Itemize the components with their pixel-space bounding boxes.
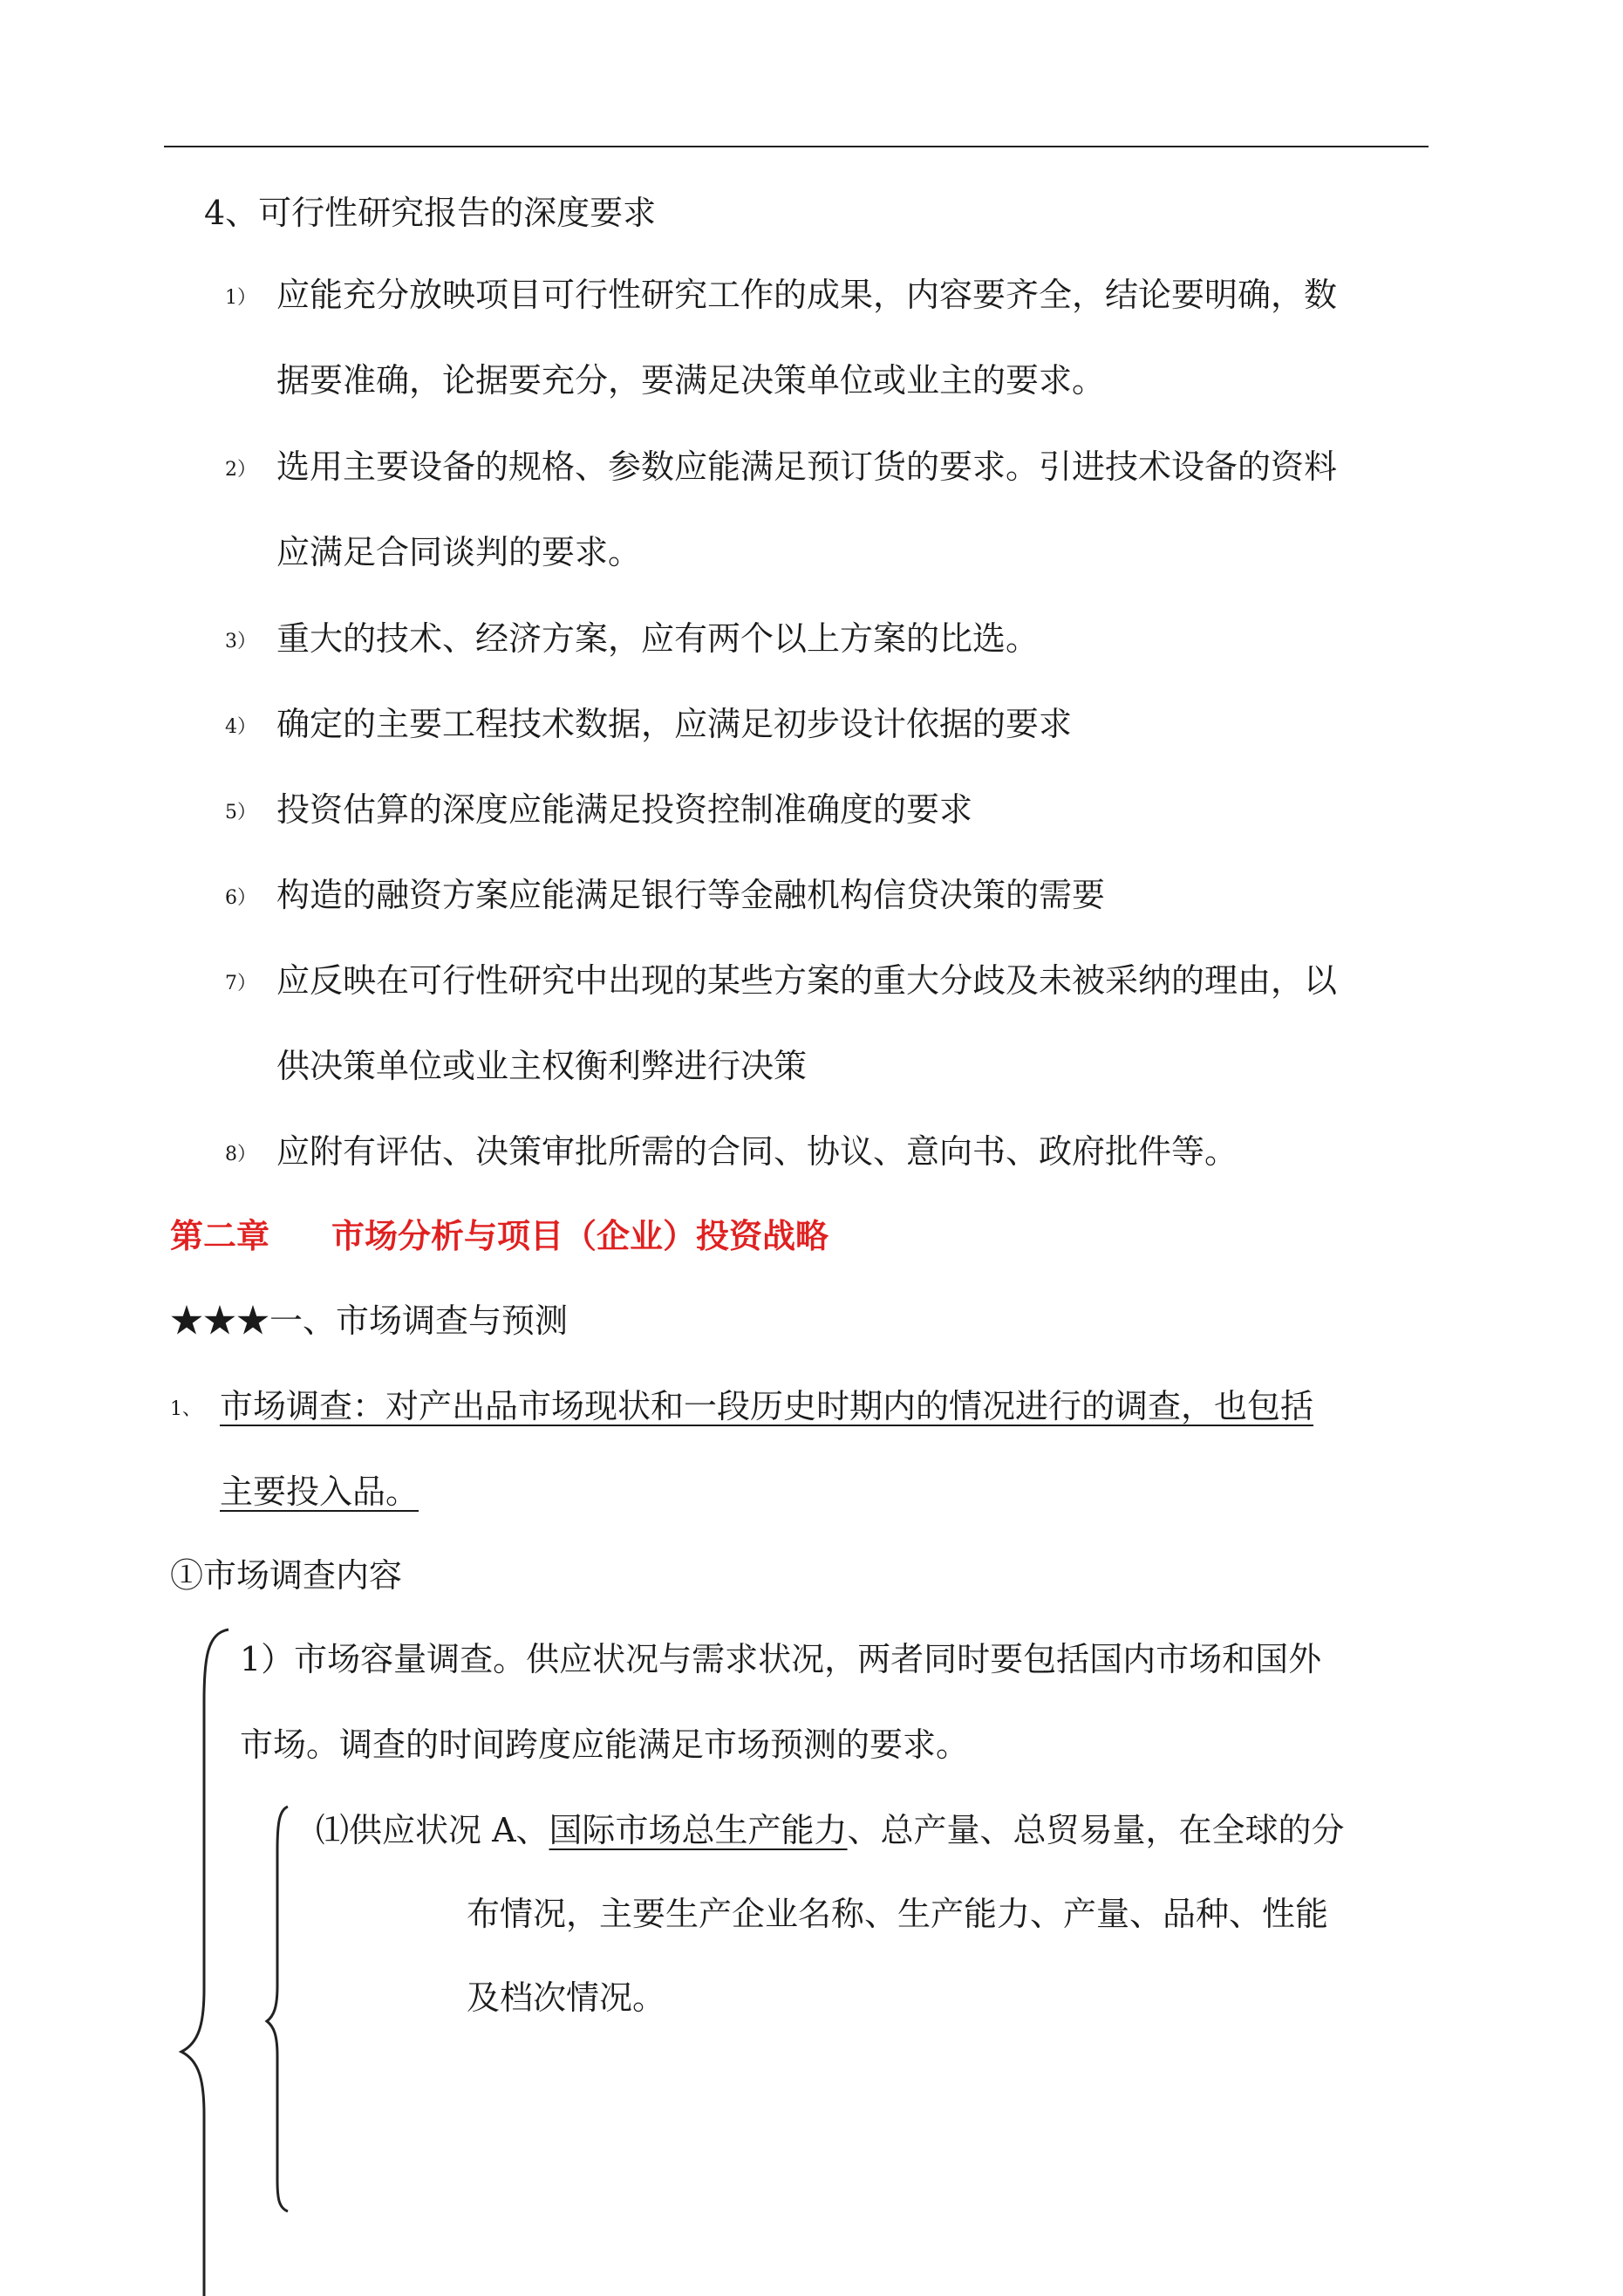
item-text: 构造的融资方案应能满足银行等金融机构信贷决策的需要 — [276, 876, 1106, 914]
definition-number: 1、 — [170, 1398, 201, 1420]
item-text: 1）市场容量调查。供应状况与需求状况，两者同时要包括国内市场和国外 — [240, 1640, 1322, 1678]
item-number: 5） — [225, 802, 256, 823]
item-text: 投资估算的深度应能满足投资控制准确度的要求 — [276, 790, 973, 829]
item-text: 确定的主要工程技术数据，应满足初步设计依据的要求 — [276, 705, 1073, 743]
item-number: 6） — [225, 887, 256, 909]
item-text: 选用主要设备的规格、参数应能满足预订货的要求。引进技术设备的资料 — [276, 448, 1338, 486]
chapter-title: 市场分析与项目（企业）投资战略 — [331, 1217, 829, 1255]
item-number: 7） — [225, 973, 256, 994]
item-text-continued: 市场。调查的时间跨度应能满足市场预测的要求。 — [240, 1725, 970, 1764]
supply-text-continued: 布情况，主要生产企业名称、生产能力、产量、品种、性能 — [467, 1895, 1329, 1933]
supply-underlined: 国际市场总生产能力 — [549, 1811, 848, 1849]
outer-brace — [174, 1623, 235, 2296]
item-text: 重大的技术、经济方案，应有两个以上方案的比选。 — [276, 619, 1040, 658]
supply-rest: 、总产量、总贸易量，在全球的分 — [847, 1811, 1345, 1849]
content-title: ①市场调查内容 — [170, 1556, 403, 1595]
definition-text-continued: 主要投入品。 — [220, 1473, 419, 1511]
supply-line — [316, 1809, 1345, 1851]
item-text: 应附有评估、决策审批所需的合同、协议、意向书、政府批件等。 — [276, 1132, 1238, 1171]
supply-text-continued: 及档次情况。 — [467, 1978, 666, 2017]
item-number: 2） — [225, 459, 256, 481]
item-number: 1） — [225, 287, 256, 309]
chapter-label: 第二章 — [170, 1217, 270, 1255]
item-number: 3） — [225, 631, 256, 653]
definition-text: 市场调查：对产出品市场现状和一段历史时期内的情况进行的调查，也包括 — [220, 1387, 1314, 1425]
supply-prefix: ⑴供应状况 A、 — [316, 1811, 549, 1849]
item-number: 8） — [225, 1144, 256, 1165]
inner-brace — [262, 1801, 297, 2216]
section-heading: 4、可行性研究报告的深度要求 — [204, 194, 657, 232]
item-text: 应能充分放映项目可行性研究工作的成果，内容要齐全，结论要明确，数 — [276, 276, 1338, 314]
item-number: 4） — [225, 716, 256, 738]
item-text: 应反映在可行性研究中出现的某些方案的重大分歧及未被采纳的理由，以 — [276, 961, 1338, 1000]
item-text-continued: 应满足合同谈判的要求。 — [276, 533, 642, 571]
item-text-continued: 据要准确，论据要充分，要满足决策单位或业主的要求。 — [276, 361, 1106, 400]
section-title: ★★★一、市场调查与预测 — [170, 1302, 569, 1340]
item-text-continued: 供决策单位或业主权衡利弊进行决策 — [276, 1047, 808, 1085]
header-rule — [164, 146, 1429, 147]
